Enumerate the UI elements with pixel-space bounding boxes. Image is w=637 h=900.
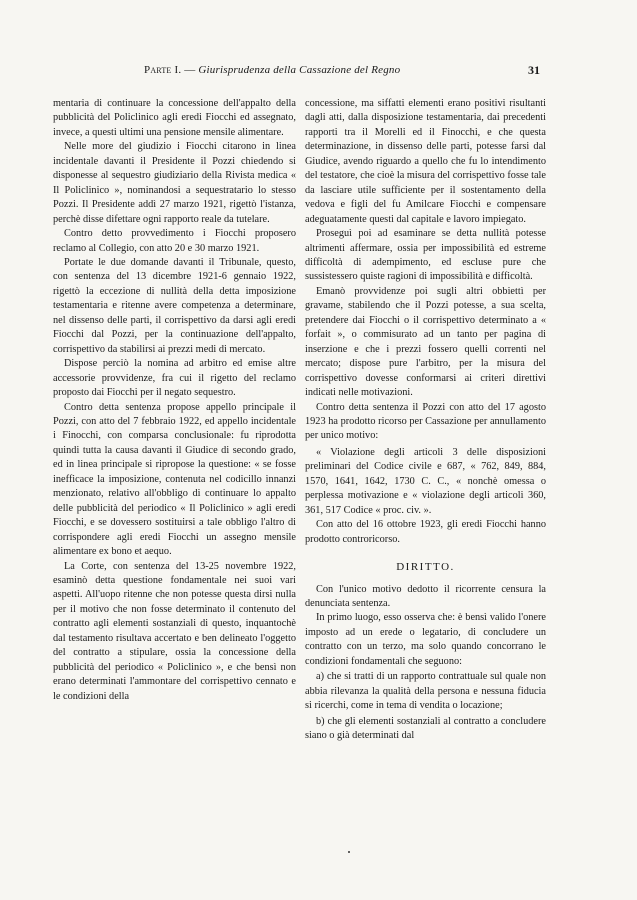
header-title: Giurisprudenza della Cassazione del Regno xyxy=(198,64,401,76)
right-paragraph-1: concessione, ma siffatti elementi erano positivi risultanti dagli atti, dalla disposizione testamentaria, dai precedenti rapporti tra il Morelli ed il Finocchi, e che questa determinazione, in dissenso delle parti, potesse farsi dal Giudice, avendo riguardo a quello che fu lo intendimento del testatore, che cioè la misura del corrispettivo fosse tale da lasciare utile sufficiente per il sostentamento della vedova e figli del fu Amilcare Fiocchi e compensare adeguatamente questi dal capitale e lavoro impiegato. xyxy=(305,98,546,225)
right-paragraph-2: Proseguì poi ad esaminare se detta nullità potesse altrimenti affermare, ossia per impossibilità ed estreme difficoltà di adempimento, ed escluse pure che sussistessero quiste ragioni di impossibilità e difficoltà. xyxy=(305,228,546,283)
right-column xyxy=(305,97,546,743)
right-paragraph-4: Contro detta sentenza il Pozzi con atto del 17 agosto 1923 ha prodotto ricorso per Cassazione per annullamento per unico motivo: xyxy=(305,401,546,442)
header-separator: — xyxy=(181,64,199,76)
header-section: Parte I. xyxy=(144,64,182,76)
left-paragraph-5: Dispose perciò la nomina ad arbitro ed emise altre accessorie provvidenze, fra cui il rigetto del reclamo proposto dai Fiocchi per il negato sequestro. xyxy=(53,358,296,399)
section-heading-diritto: DIRITTO. xyxy=(396,561,455,574)
left-paragraph-4: Portate le due domande davanti il Tribunale, questo, con sentenza del 13 dicembre 1921-6 gennaio 1922, rigettò la eccezione di nullità della detta imposizione testamentaria e ritenne avere competenza a determinare, nel dissenso delle parti, il corrispettivo da darsi agli eredi Fiocchi dal Pozzi, per la continuazione dell'appalto, corrispettivo da stabilirsi ai prezzi medi di mercato. xyxy=(53,256,296,355)
left-column xyxy=(53,97,296,704)
right-paragraph-3: Emanò provvidenze poi sugli altri obbiettì per gravame, stabilendo che il Pozzi potesse, a sua scelta, pretendere dai Fiocchi o il corrispettivo determinato a « forfait », o commisurato ad un tanto per pagina di inserzione e che i prezzi fossero quelli correnti nel mercato; dispose pure l'arbitro, per la misura del corrispettivo dovesse conformarsi ai criteri direttivi indicati nelle motivazioni. xyxy=(305,285,546,399)
left-paragraph-2: Nelle more del giudizio i Fiocchi citarono in linea incidentale davanti il Presidente il Pozzi chiedendo si disponesse al sequestro giudiziario della Rivista medica « Il Policlinico », nominandosi a sequestratario lo stesso Pozzi. Il Presidente addì 27 marzo 1921, rigettò l'istanza, perchè disse difettare ogni rapporto reale da tutelare. xyxy=(53,141,296,225)
right-quoted-motive: « Violazione degli articoli 3 delle disposizioni preliminari del Codice civile e 687, « 762, 849, 884, 1570, 1641, 1642, 1730 C. C., « nonchè omessa o perplessa motivazione e « violazione degli articoli 360, 361, 517 Codice « proc. civ. ». xyxy=(305,446,546,516)
right-item-b: b) che gli elementi sostanziali al contratto a concludere siano o già determinati dal xyxy=(305,715,546,742)
left-paragraph-3: Contro detto provvedimento i Fiocchi proposero reclamo al Collegio, con atto 20 e 30 marzo 1921. xyxy=(53,228,296,254)
right-paragraph-8: In primo luogo, esso osserva che: è bensì valido l'onere imposto ad un erede o legatario, di concludere un contratto con un terzo, ma solo quando concorrano le condizioni fondamentali che seguono: xyxy=(305,612,546,667)
left-paragraph-7: La Corte, con sentenza del 13-25 novembre 1922, esaminò detta questione fondamentale nei suoi vari aspetti. All'uopo ritenne che non potesse questa dirsi nulla per il motivo che non fosse determinato il contenuto del contratto agli elementi sostanziali di questo, inquantochè dal testamento risultava accertato e ben delineato l'oggetto del contratto a stipulare, ossia la concessione della pubblicità del periodico « Policlinico », e che bensì non erano determinati l'ammontare del corrispettivo cennato e le condizioni della xyxy=(53,560,296,702)
right-paragraph-7: Con l'unico motivo dedotto il ricorrente censura la denunciata sentenza. xyxy=(305,583,546,609)
page-speck xyxy=(348,851,350,853)
running-header xyxy=(144,64,544,76)
right-item-a: a) che si tratti di un rapporto contrattuale sul quale non abbia rilevanza la qualità della persona e nessuna fiducia si ricerchi, come in tema di vendita o locazione; xyxy=(305,671,546,712)
right-paragraph-6: Con atto del 16 ottobre 1923, gli eredi Fiocchi hanno prodotto controricorso. xyxy=(305,519,546,545)
page-number: 31 xyxy=(528,63,540,77)
left-paragraph-1: mentaria di continuare la concessione dell'appalto della pubblicità del Policlinico agli eredi Fiocchi ed assegnato, invece, a questi ultimi una pensione mensile alimentare. xyxy=(53,98,296,138)
left-paragraph-6: Contro detta sentenza propose appello principale il Pozzi, con atto del 7 febbraio 1922, ed appello incidentale i Finocchi, con comparsa conclusionale: fu riprodotta quindi tutta la causa davanti il Giudice di secondo grado, ed in linea principale si ripropose la questione: « se fosse inefficace la imposizione, contenuta nel codicillo innanzi menzionato, relativo all'obbligo di continuare lo appalto delle pubblicità del periodico « Il Policlinico » agli eredi Fiocchi, e se dovessero sostituirsi a tale obbligo l'altro di corrispondere agli eredi Fiocchi un assegno mensile alimentare ex bono et aequo. xyxy=(53,401,296,558)
